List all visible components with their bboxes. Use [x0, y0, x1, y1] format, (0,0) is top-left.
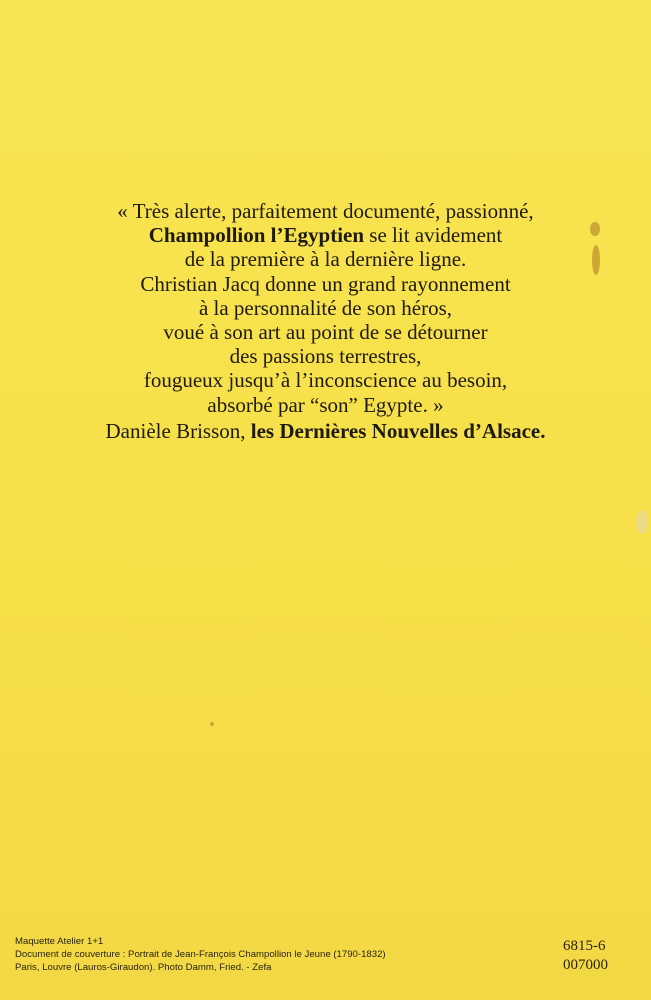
quote-line: Christian Jacq donne un grand rayonnement [140, 271, 511, 296]
cover-credits [15, 935, 386, 974]
quote-attribution [0, 419, 651, 444]
quote-line: de la première à la dernière ligne. [184, 247, 467, 272]
quote-line [0, 223, 651, 247]
quote-line: « Très alerte, parfaitement documenté, passionné, [117, 199, 534, 223]
credit-line: Document de couverture : Portrait de Jean-François Champollion le Jeune (1790-1832) [15, 949, 386, 960]
book-title: Champollion l’Egyptien [148, 223, 365, 248]
quote-text: se lit avidement [364, 223, 503, 248]
attribution-publication: les Dernières Nouvelles d’Alsace. [250, 419, 546, 443]
quote-line: des passions terrestres, [229, 344, 422, 369]
credit-line: Paris, Louvre (Lauros-Giraudon). Photo Damm, Fried. - Zefa [15, 962, 272, 973]
stain-mark [210, 722, 214, 726]
catalog-codes [563, 937, 608, 975]
catalog-code: 007000 [563, 957, 608, 973]
catalog-code: 6815-6 [563, 938, 606, 954]
credit-line: Maquette Atelier 1+1 [15, 936, 104, 947]
attribution-author: Danièle Brisson, [105, 419, 251, 443]
quote-line: voué à son art au point de se détourner [163, 320, 488, 345]
quote-line: fougueux jusqu’à l’inconscience au besoin, [143, 368, 508, 393]
quote-line: absorbé par “son” Egypte. » [207, 392, 444, 417]
quote-line: à la personnalité de son héros, [198, 295, 453, 320]
review-quote [0, 199, 651, 417]
stain-mark [636, 510, 648, 534]
